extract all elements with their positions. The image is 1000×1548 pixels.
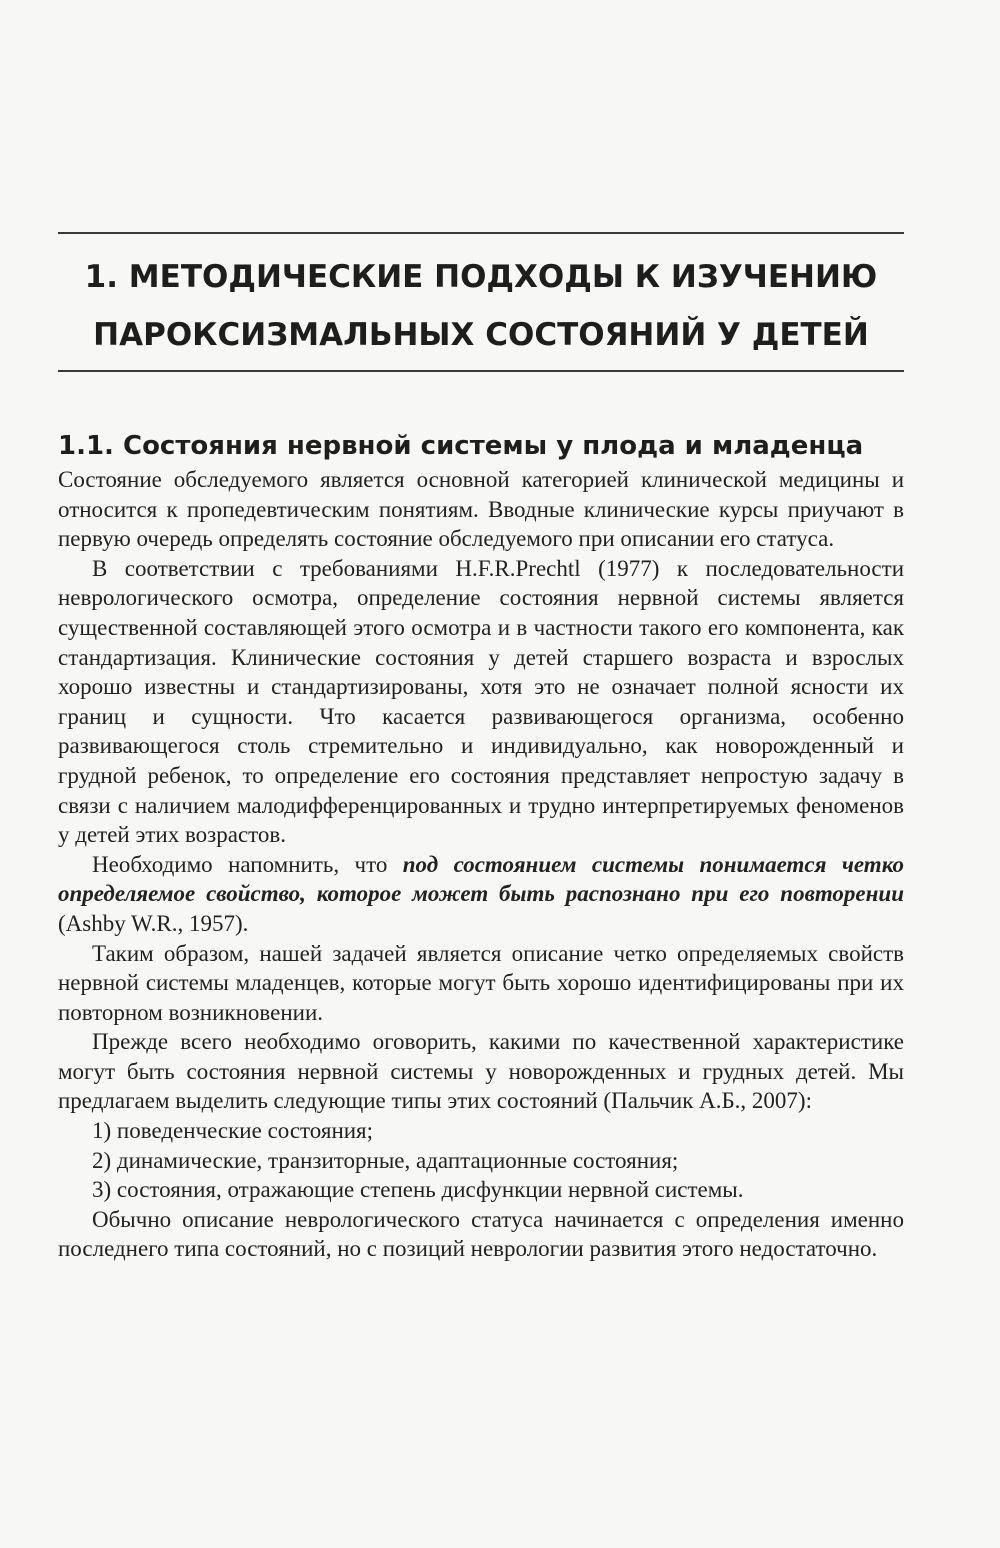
chapter-top-rule [58, 232, 904, 234]
chapter-title-line-1: 1. МЕТОДИЧЕСКИЕ ПОДХОДЫ К ИЗУЧЕНИЮ [84, 259, 878, 295]
paragraph-3-lead: Необходимо напомнить, что [92, 851, 403, 877]
paragraph-6: Обычно описание неврологического статуса начинается с определения именно последнего типа состояний, но с позиций неврологии развития этого недостаточно. [58, 1206, 904, 1262]
paragraph-1: Состояние обследуемого является основной категорией клинической медицины и относится к пропедевтическим понятиям. Вводные клинические курсы приучают в первую очередь определять состояние обследуемого при описании его статуса. [58, 467, 904, 552]
paragraph-3-emphasis: под состоянием системы понимается четко определяемое свойство, которое может быть распознано при его повторении [58, 851, 904, 907]
section-title: 1.1. Состояния нервной системы у плода и младенца [58, 431, 864, 461]
list-item-2: 2) динамические, транзиторные, адаптационные состояния; [92, 1147, 679, 1173]
chapter-title [58, 248, 904, 364]
paragraph-5: Прежде всего необходимо оговорить, какими по качественной характеристике могут быть состояния нервной системы у новорожденных и грудных детей. Мы предлагаем выделить следующие типы этих состояний (Пальчик А.Б., 2007): [58, 1029, 904, 1114]
paragraph-2: В соответствии с требованиями H.F.R.Prechtl (1977) к последовательности неврологического осмотра, определение состояния нервной системы является существенной составляющей этого осмотра и в частности такого его компонента, как стандартизация. Клинические состояния у детей старшего возраста и взрослых хорошо известны и стандартизированы, хотя это не означает полной ясности их границ и сущности. Что касается развивающегося организма, особенно развивающегося столь стремительно и индивидуально, как новорожденный и грудной ребенок, то определение его состояния представляет непростую задачу в связи с наличием малодифференцированных и трудно интерпретируемых феноменов у детей этих возрастов. [58, 555, 904, 848]
body-text [58, 465, 904, 1264]
list-item-3: 3) состояния, отражающие степень дисфункции нервной системы. [92, 1177, 744, 1203]
paragraph-4: Таким образом, нашей задачей является описание четко определяемых свойств нервной системы младенцев, которые могут быть хорошо идентифицированы при их повторном возникновении. [58, 940, 904, 1025]
chapter-title-line-2: ПАРОКСИЗМАЛЬНЫХ СОСТОЯНИЙ У ДЕТЕЙ [93, 317, 869, 353]
list-item-1: 1) поведенческие состояния; [92, 1118, 374, 1144]
paragraph-3 [58, 850, 904, 939]
chapter-bottom-rule [58, 370, 904, 372]
paragraph-3-citation: (Ashby W.R., 1957). [58, 910, 249, 936]
